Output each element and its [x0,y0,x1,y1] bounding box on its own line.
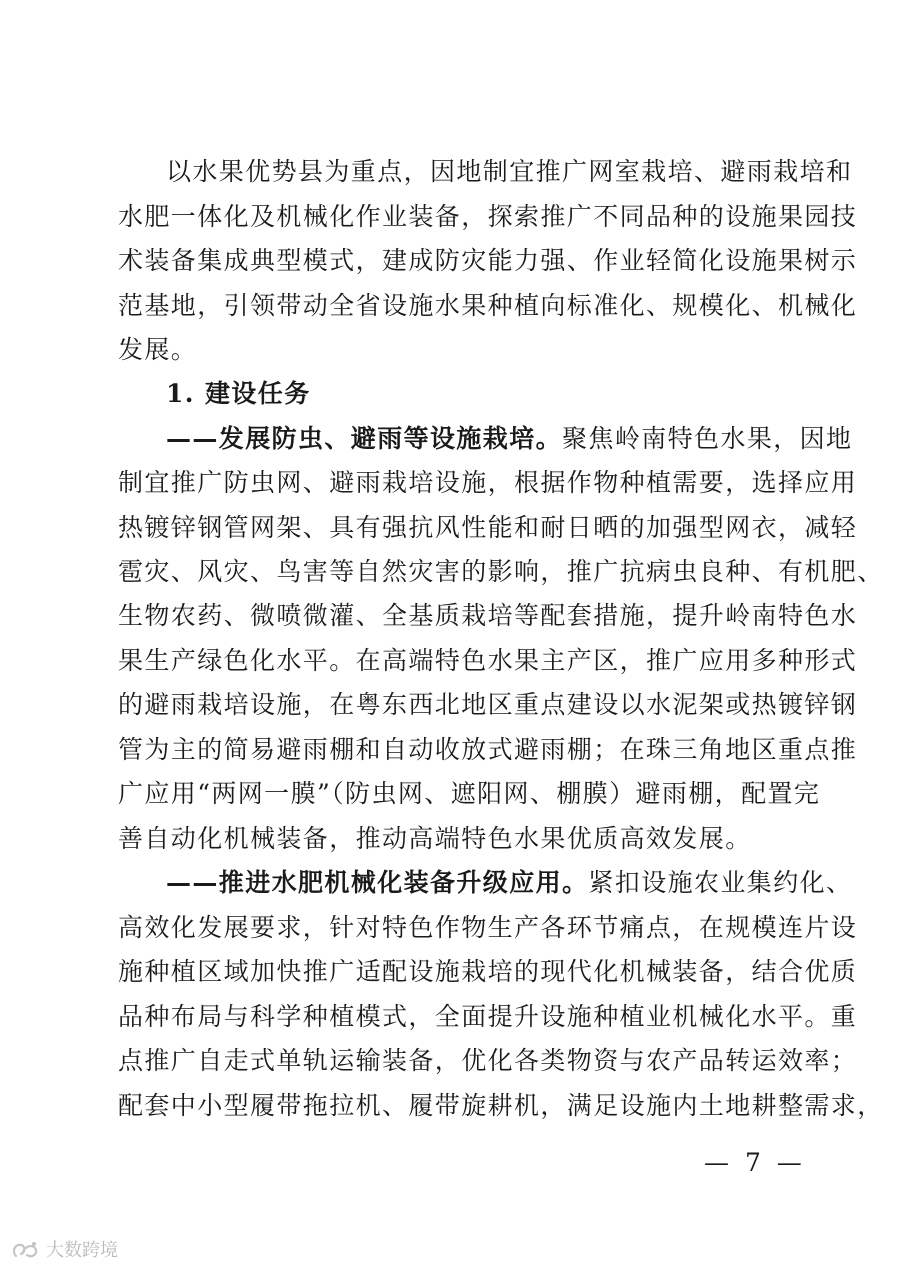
section-heading: 1. 建设任务 [166,379,311,408]
item-1-line-9: 善自动化机械装备，推动高端特色水果优质高效发展。 [118,824,752,853]
paragraph-1-line-1: 以水果优势县为重点，因地制宜推广网室栽培、避雨栽培和 [166,157,853,186]
watermark-logo-icon [10,1240,40,1262]
watermark [10,1240,118,1262]
item-1-first-line-text: 聚焦岭南特色水果，因地 [562,424,853,453]
item-1-first-line [166,424,853,454]
item-1-line-1: 制宜推广防虫网、避雨栽培设施，根据作物种植需要，选择应用 [118,468,858,497]
page-number: — 7 — [704,1148,806,1177]
item-1-line-8: 广应用“两网一膜”（防虫网、遮阳网、棚膜）避雨棚，配置完 [118,779,821,808]
item-1-line-7: 管为主的简易避雨棚和自动收放式避雨棚；在珠三角地区重点推 [118,735,858,764]
item-2-first-line [166,868,853,898]
item-1-lead: ——发展防虫、避雨等设施栽培。 [166,424,563,453]
paragraph-1-line-2: 水肥一体化及机械化作业装备，探索推广不同品种的设施果园技 [118,202,858,231]
item-1-line-5: 果生产绿色化水平。在高端特色水果主产区，推广应用多种形式 [118,646,858,675]
item-2-lead: ——推进水肥机械化装备升级应用。 [166,868,589,897]
item-1-line-3: 雹灾、风灾、鸟害等自然灾害的影响，推广抗病虫良种、有机肥、 [118,557,884,586]
item-2-line-4: 点推广自走式单轨运输装备，优化各类物资与农产品转运效率； [118,1046,858,1075]
item-2-first-line-text: 紧扣设施农业集约化、 [588,868,853,897]
watermark-text: 大数跨境 [46,1240,118,1261]
item-2-line-1: 高效化发展要求，针对特色作物生产各环节痛点，在规模连片设 [118,913,858,942]
paragraph-1-line-4: 范基地，引领带动全省设施水果种植向标准化、规模化、机械化 [118,291,858,320]
paragraph-1-line-3: 术装备集成典型模式，建成防灾能力强、作业轻简化设施果树示 [118,246,858,275]
item-2-line-2: 施种植区域加快推广适配设施栽培的现代化机械装备，结合优质 [118,957,858,986]
item-1-line-2: 热镀锌钢管网架、具有强抗风性能和耐日晒的加强型网衣，减轻 [118,513,858,542]
item-1-line-6: 的避雨栽培设施，在粤东西北地区重点建设以水泥架或热镀锌钢 [118,690,858,719]
item-2-line-5: 配套中小型履带拖拉机、履带旋耕机，满足设施内土地耕整需求， [118,1091,884,1120]
paragraph-1-line-5: 发展。 [118,335,198,364]
item-2-line-3: 品种布局与科学种植模式，全面提升设施种植业机械化水平。重 [118,1002,858,1031]
item-1-line-4: 生物农药、微喷微灌、全基质栽培等配套措施，提升岭南特色水 [118,601,858,630]
